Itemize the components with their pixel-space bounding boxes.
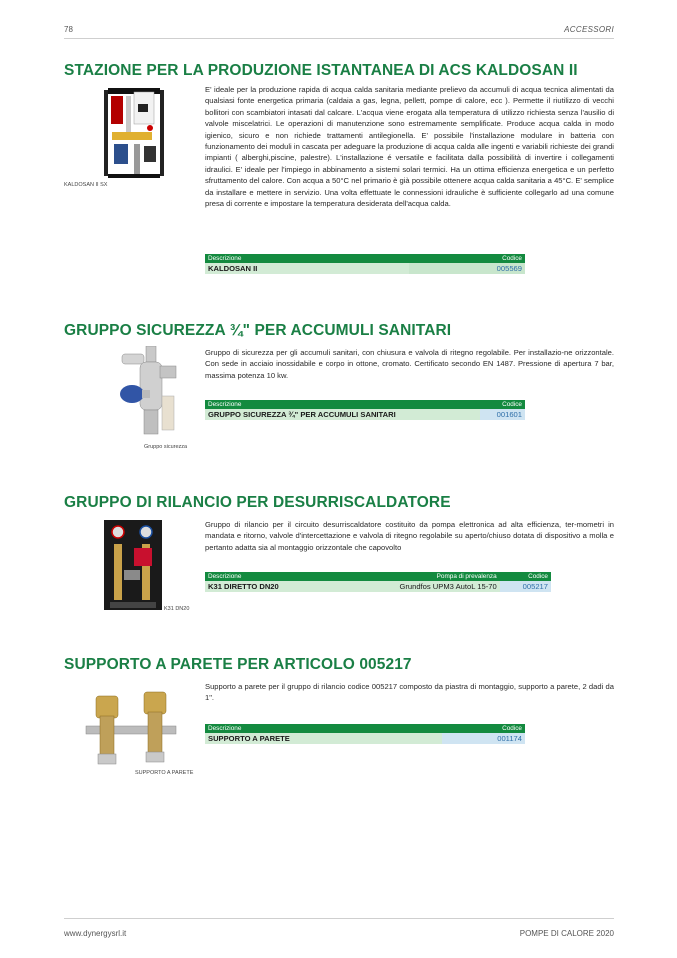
website-link[interactable]: www.dynergysrl.it bbox=[64, 929, 127, 938]
col-header-code: Codice bbox=[480, 400, 525, 409]
product-name: GRUPPO SICUREZZA ¾" PER ACCUMULI SANITARI bbox=[205, 409, 480, 420]
table-header-row bbox=[205, 254, 525, 263]
section-supporto-parete bbox=[64, 656, 614, 781]
page-footer bbox=[64, 918, 614, 939]
product-code: 001174 bbox=[442, 733, 525, 744]
product-table bbox=[205, 724, 525, 744]
page-header bbox=[64, 22, 614, 39]
section-title: GRUPPO DI RILANCIO PER DESURRISCALDATORE bbox=[64, 494, 451, 511]
product-name: KALDOSAN II bbox=[205, 263, 409, 274]
section-description: Supporto a parete per il gruppo di rilancio codice 005217 composto da piastra di montaggio, supporto a parete, 2 dadi da 1". bbox=[205, 682, 614, 703]
gruppo-rilancio-image bbox=[104, 520, 162, 610]
product-table bbox=[205, 400, 525, 420]
product-table bbox=[205, 572, 551, 592]
product-name: SUPPORTO A PARETE bbox=[205, 733, 442, 744]
col-header-pump: Pompa di prevalenza bbox=[331, 572, 500, 581]
image-caption: K31 DN20 bbox=[164, 606, 190, 612]
table-row bbox=[205, 263, 525, 274]
section-kaldosan bbox=[64, 62, 614, 282]
col-header-description: Descrizione bbox=[205, 254, 409, 263]
col-header-description: Descrizione bbox=[205, 724, 442, 733]
section-description: Gruppo di sicurezza per gli accumuli sanitari, con chiusura e valvola di ritegno regolabile. Per installazio-ne orizzontale. Con sede in acciaio inossidabile e corpo in ottone, cromato. Certificato secondo EN 1487. Pressione di apertura 7 bar, massima potenza 10 kw. bbox=[205, 348, 614, 380]
gruppo-sicurezza-image bbox=[114, 346, 184, 438]
kaldosan-image bbox=[104, 86, 164, 182]
product-code: 005569 bbox=[409, 263, 525, 274]
table-row bbox=[205, 409, 525, 420]
table-row bbox=[205, 581, 551, 592]
brochure-title: POMPE DI CALORE 2020 bbox=[519, 929, 614, 938]
product-code: 001601 bbox=[480, 409, 525, 420]
table-header-row bbox=[205, 724, 525, 733]
col-header-code: Codice bbox=[500, 572, 551, 581]
image-caption: SUPPORTO A PARETE bbox=[135, 770, 194, 776]
section-description: E' ideale per la produzione rapida di acqua calda sanitaria mediante prelievo da accumuli di acqua tecnica alimentati da qualsiasi fonte energetica primaria (caldaia a gas, legna, pellett, pompe di calore, ecc ). Permette il riutilizzo di vecchi bollitori con scambiatori intasati dal calcare. L'acqua viene erogata alla temperatura di utilizzo richiesta senza l'ausilio di valvole miscelatrici. Le operazioni di manutenzione sono estremamente semplificate. Produce acqua calda in modo igienico, sicuro e non richiede trattamenti antilegionella. E' possibile l'installazione modulare in batteria con funzionamento dei moduli in cascata per adeguare la produzione di acqua calda alle ingenti e variabili richieste dei grandi impianti ( alberghi,piscine, palestre). L'installazione é versatile e facilitata dalla possibilità di invertire i collegamenti idraulici. E' ideale per l'impiego in abbinamento a sistemi solari termici. Ha un ottima efficienza energetica e un perfetto sfruttamento del calore. Con acqua a 50°C nel primario è già possibile ottenere acqua calda sanitaria a 45°C. E' semplice da installare e mettere in servizio. Una volta effettuate le connessioni idrauliche è sufficiente collegarlo ad una comune presa di corrente e impostare la temperatura desiderata dell'acqua calda. bbox=[205, 85, 614, 209]
section-title: GRUPPO SICUREZZA ¾" PER ACCUMULI SANITARI bbox=[64, 322, 452, 339]
section-description: Gruppo di rilancio per il circuito desurriscaldatore costituito da pompa elettronica ad alta efficienza, ter-mometri in mandata e ritorno, valvole d'intercettazione e valvola di ritegno regolabile su aperto/chiuso dotata di dispositivo a molla e pertanto adatta sia al montaggio orizzontale che capovolto bbox=[205, 520, 614, 552]
table-header-row bbox=[205, 572, 551, 581]
section-gruppo-rilancio bbox=[64, 494, 614, 619]
col-header-code: Codice bbox=[442, 724, 525, 733]
image-caption: KALDOSAN II SX bbox=[64, 182, 108, 188]
supporto-parete-image bbox=[76, 688, 186, 770]
section-title: STAZIONE PER LA PRODUZIONE ISTANTANEA DI ACS KALDOSAN II bbox=[64, 62, 578, 79]
section-gruppo-sicurezza bbox=[64, 322, 614, 462]
page-number: 78 bbox=[64, 25, 73, 34]
product-code: 005217 bbox=[500, 581, 551, 592]
product-name: K31 DIRETTO DN20 bbox=[205, 581, 331, 592]
col-header-description: Descrizione bbox=[205, 400, 480, 409]
col-header-description: Descrizione bbox=[205, 572, 331, 581]
section-title: SUPPORTO A PARETE PER ARTICOLO 005217 bbox=[64, 656, 412, 673]
table-header-row bbox=[205, 400, 525, 409]
category-label: ACCESSORI bbox=[564, 25, 614, 34]
table-row bbox=[205, 733, 525, 744]
product-pump: Grundfos UPM3 AutoL 15-70 bbox=[331, 581, 500, 592]
product-table bbox=[205, 254, 525, 274]
image-caption: Gruppo sicurezza bbox=[144, 444, 188, 450]
col-header-code: Codice bbox=[409, 254, 525, 263]
